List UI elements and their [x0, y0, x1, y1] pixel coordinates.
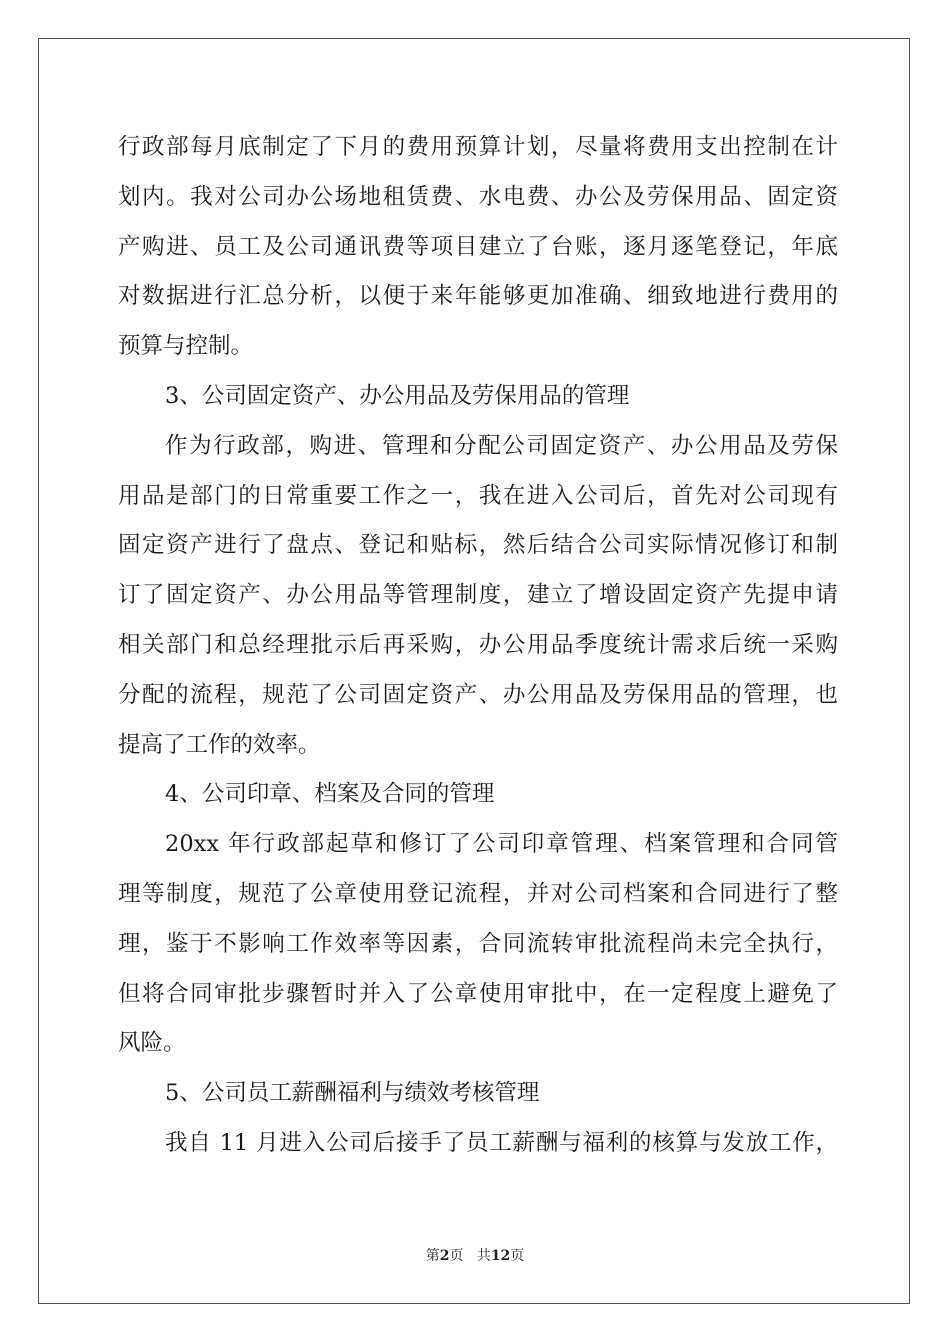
text-line: 理等制度，规范了公章使用登记流程，并对公司档案和合同进行了整 — [118, 880, 838, 907]
footer-page-unit: 页 — [449, 1248, 464, 1264]
text-line: 4、公司印章、档案及合同的管理 — [165, 781, 495, 808]
text-line: 提高了工作的效率。 — [118, 731, 321, 758]
document-body — [118, 123, 838, 1169]
text-line: 我自 11 月进入公司后接手了员工薪酬与福利的核算与发放工作， — [165, 1129, 838, 1156]
text-line: 行政部每月底制定了下月的费用预算计划，尽量将费用支出控制在计 — [118, 134, 838, 160]
text-line: 作为行政部，购进、管理和分配公司固定资产、办公用品及劳保 — [165, 432, 838, 459]
footer-total-prefix: 共 — [476, 1248, 491, 1264]
text-line: 相关部门和总经理批示后再采购，办公用品季度统计需求后统一采购 — [118, 631, 838, 658]
text-line: 预算与控制。 — [118, 333, 254, 360]
text-line: 风险。 — [118, 1030, 186, 1057]
text-line: 20xx 年行政部起草和修订了公司印章管理、档案管理和合同管 — [165, 831, 838, 858]
footer-total-unit: 页 — [510, 1248, 525, 1264]
text-line: 对数据进行汇总分析，以便于来年能够更加准确、细致地进行费用的 — [118, 283, 838, 310]
text-line: 固定资产进行了盘点、登记和贴标，然后结合公司实际情况修订和制 — [118, 532, 838, 559]
footer-prefix: 第 — [425, 1248, 440, 1264]
text-line: 产购进、员工及公司通讯费等项目建立了台账，逐月逐笔登记，年底 — [118, 233, 838, 260]
text-line: 3、公司固定资产、办公用品及劳保用品的管理 — [165, 382, 630, 409]
text-line: 5、公司员工薪酬福利与绩效考核管理 — [165, 1080, 540, 1107]
text-line: 分配的流程，规范了公司固定资产、办公用品及劳保用品的管理，也 — [118, 681, 838, 708]
page-footer — [0, 1245, 950, 1265]
text-line: 理，鉴于不影响工作效率等因素，合同流转审批流程尚未完全执行， — [118, 930, 838, 957]
text-line: 划内。我对公司办公场地租赁费、水电费、办公及劳保用品、固定资 — [118, 183, 838, 210]
footer-page-number: 2 — [439, 1248, 450, 1264]
footer-total-pages: 12 — [490, 1248, 511, 1264]
text-line: 用品是部门的日常重要工作之一，我在进入公司后，首先对公司现有 — [118, 482, 838, 509]
text-line: 订了固定资产、办公用品等管理制度，建立了增设固定资产先提申请 — [118, 582, 838, 609]
text-line: 但将合同审批步骤暂时并入了公章使用审批中，在一定程度上避免了 — [118, 980, 838, 1007]
